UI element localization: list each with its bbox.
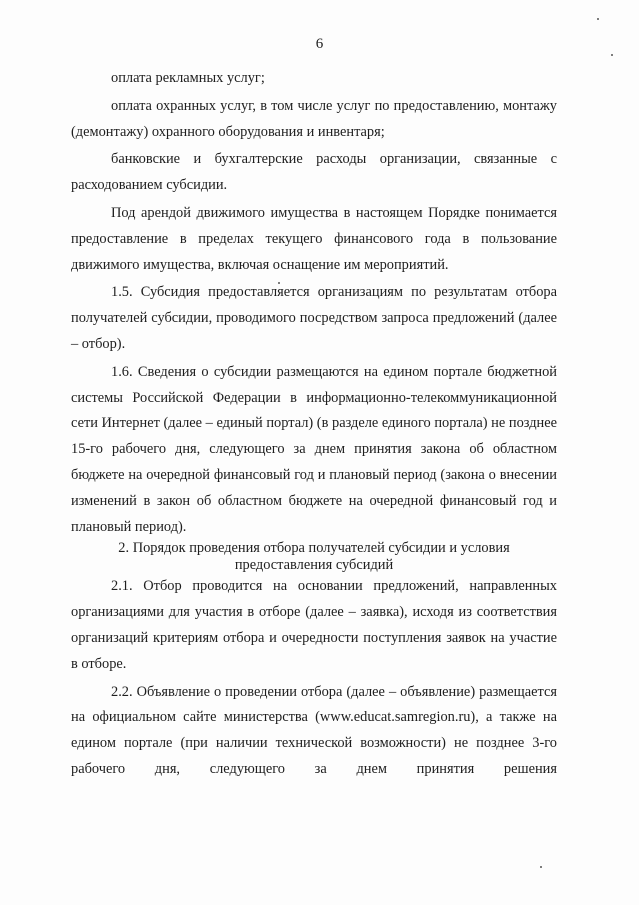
page-number: 6: [315, 36, 324, 52]
scan-speck: [611, 54, 613, 56]
scan-speck: [540, 866, 542, 868]
paragraph-2-1: 2.1. Отбор проводится на основании предложений, направленных организациями для участия в отборе (далее – заявка), исходя из соответствия организаций критериям отбора и очередности поступления заявок на участие в отборе.: [71, 578, 557, 672]
paragraph-bank-expenses: банковские и бухгалтерские расходы организации, связанные с расходованием субсидии.: [71, 151, 557, 194]
paragraph-security-services: оплата охранных услуг, в том числе услуг по предоставлению, монтажу (демонтажу) охранного оборудования и инвентаря;: [71, 97, 557, 140]
section-heading: [71, 540, 557, 574]
paragraph-1-5: 1.5. Субсидия предоставляется организациям по результатам отбора получателей субсидии, проводимого посредством запроса предложений (далее – отбор).: [71, 284, 557, 352]
scan-speck: [278, 282, 280, 284]
paragraph-1-6: 1.6. Сведения о субсидии размещаются на едином портале бюджетной системы Российской Федерации в информационно-телекоммуникационной сети Интернет (далее – единый портал) (в разделе единого портала) не позднее 15-го рабочего дня, следующего за днем принятия закона об областном бюджете на очередной финансовый год и плановый период (закона о внесении изменений в закон об областном бюджете на очередной финансовый год и плановый период).: [71, 363, 557, 535]
section-heading-line-1: 2. Порядок проведения отбора получателей субсидии и условия: [118, 540, 510, 557]
paragraph-advertising: оплата рекламных услуг;: [111, 70, 265, 86]
paragraph-2-2: 2.2. Объявление о проведении отбора (далее – объявление) размещается на официальном сайте министерства (www.educat.samregion.ru), а также на едином портале (при наличии технической возможности) не позднее 3-го рабочего дня, следующего за днем принятия решения: [71, 683, 557, 777]
document-body: [71, 66, 557, 783]
section-heading-line-2: предоставления субсидий: [234, 557, 394, 574]
paragraph-rent-definition: Под арендой движимого имущества в настоящем Порядке понимается предоставление в пределах текущего финансового года в пользование движимого имущества, включая оснащение им мероприятий.: [71, 204, 557, 273]
scan-speck: [597, 18, 599, 20]
